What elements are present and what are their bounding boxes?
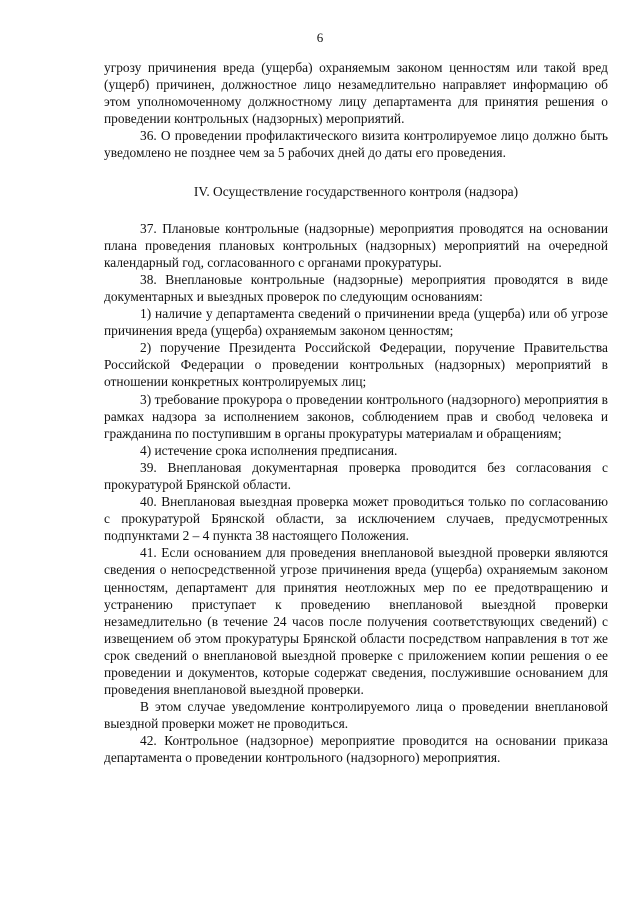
paragraph-38: 38. Внеплановые контрольные (надзорные) мероприятия проводятся в виде документарных и выездных проверок по следующим основаниям: xyxy=(104,271,608,304)
paragraph-continuation: угрозу причинения вреда (ущерба) охраняемым законом ценностям или такой вред (ущерб) причинен, должностное лицо незамедлительно направляет информацию об этом уполномоченному должностному лицу департамента для принятия решения о проведении контрольных (надзорных) мероприятий. xyxy=(104,60,608,127)
paragraph-37: 37. Плановые контрольные (надзорные) мероприятия проводятся на основании плана проведения плановых контрольных (надзорных) мероприятий на очередной календарный год, согласованного с органами прокуратуры. xyxy=(104,220,608,270)
paragraph-39: 39. Внеплановая документарная проверка проводится без согласования с прокуратурой Брянской области. xyxy=(104,459,608,492)
document-body xyxy=(104,59,608,767)
section-heading: IV. Осуществление государственного контроля (надзора) xyxy=(193,183,519,199)
paragraph-38-item-3: 3) требование прокурора о проведении контрольного (надзорного) мероприятия в рамках надзора за исполнением законов, соблюдением прав и свобод человека и гражданина по поступившим в органы прокуратуры материалам и обращениям; xyxy=(104,391,608,441)
paragraph-41-note: В этом случае уведомление контролируемого лица о проведении внеплановой выездной проверки может не проводиться. xyxy=(104,699,608,732)
paragraph-40: 40. Внеплановая выездная проверка может проводиться только по согласованию с прокуратурой Брянской области, за исключением случаев, предусмотренных подпунктами 2 – 4 пункта 38 настоящего Положения. xyxy=(104,494,608,544)
paragraph-36: 36. О проведении профилактического визита контролируемое лицо должно быть уведомлено не позднее чем за 5 рабочих дней до даты его проведения. xyxy=(104,128,608,161)
paragraph-38-item-4: 4) истечение срока исполнения предписания. xyxy=(140,442,398,458)
paragraph-41: 41. Если основанием для проведения внеплановой выездной проверки являются сведения о непосредственной угрозе причинения вреда (ущерба) охраняемым законом ценностям, департамент для принятия неотложных мер по ее предотвращению и устранению приступает к проведению внеплановой выездной проверки незамедлительно (в течение 24 часов после получения соответствующих сведений) с извещением об этом прокуратуры Брянской области посредством направления в тот же срок сведений о внеплановой выездной проверке с приложением копии решения о ее проведении и документов, которые содержат сведения, послужившие основанием для проведения внеплановой выездной проверки. xyxy=(104,545,608,698)
paragraph-42: 42. Контрольное (надзорное) мероприятие проводится на основании приказа департамента о проведении контрольного (надзорного) мероприятия. xyxy=(104,733,608,766)
page-number: 6 xyxy=(316,30,324,45)
paragraph-38-item-2: 2) поручение Президента Российской Федерации, поручение Правительства Российской Федерации о проведении контрольных (надзорных) мероприятий в отношении конкретных контролируемых лиц; xyxy=(104,340,608,390)
paragraph-38-item-1: 1) наличие у департамента сведений о причинении вреда (ущерба) или об угрозе причинения вреда (ущерба) охраняемым законом ценностям; xyxy=(104,306,608,339)
